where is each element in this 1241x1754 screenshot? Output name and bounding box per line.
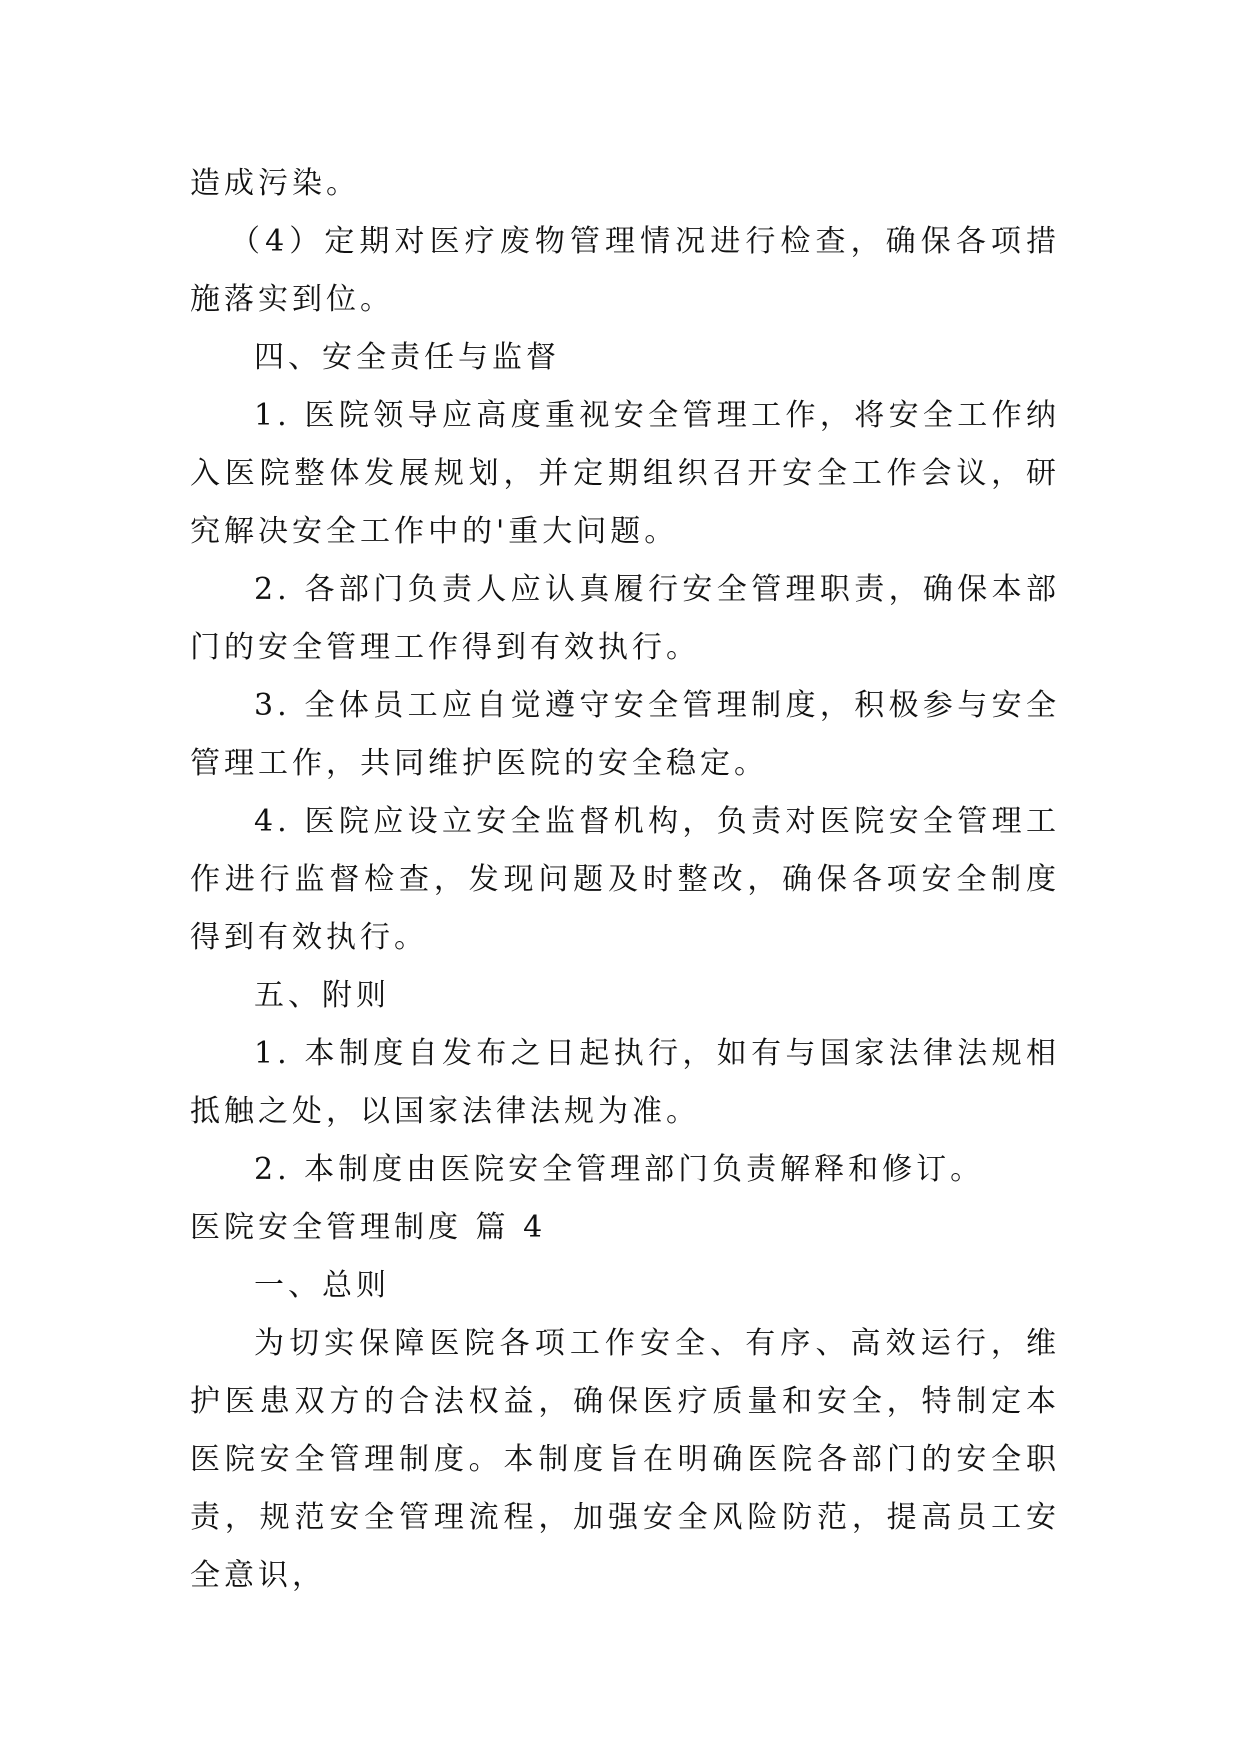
chapter-title: 医院安全管理制度 篇 4 [190,1210,547,1245]
document-body [190,155,1060,1605]
paragraph-5-2: 2. 本制度由医院安全管理部门负责解释和修订。 [254,1152,985,1187]
section-heading-4: 四、安全责任与监督 [254,340,560,375]
paragraph-4-3: 3. 全体员工应自觉遵守安全管理制度，积极参与安全管理工作，共同维护医院的安全稳定。 [190,688,1060,781]
section-heading-1: 一、总则 [254,1268,390,1303]
paragraph-general: 为切实保障医院各项工作安全、有序、高效运行，维护医患双方的合法权益，确保医疗质量和安全，特制定本医院安全管理制度。本制度旨在明确医院各部门的安全职责，规范安全管理流程，加强安全风险防范，提高员工安全意识， [190,1326,1060,1593]
paragraph-4-4: 4. 医院应设立安全监督机构，负责对医院安全管理工作进行监督检查，发现问题及时整改，确保各项安全制度得到有效执行。 [190,804,1060,955]
section-heading-5: 五、附则 [254,978,390,1013]
paragraph-5-1: 1. 本制度自发布之日起执行，如有与国家法律法规相抵触之处，以国家法律法规为准。 [190,1036,1060,1129]
paragraph-4-1: 1. 医院领导应高度重视安全管理工作，将安全工作纳入医院整体发展规划，并定期组织召开安全工作会议，研究解决安全工作中的'重大问题。 [190,398,1060,549]
paragraph-item-4: （4）定期对医疗废物管理情况进行检查，确保各项措施落实到位。 [190,224,1060,317]
paragraph-continuation: 造成污染。 [190,166,360,201]
paragraph-4-2: 2. 各部门负责人应认真履行安全管理职责，确保本部门的安全管理工作得到有效执行。 [190,572,1060,665]
